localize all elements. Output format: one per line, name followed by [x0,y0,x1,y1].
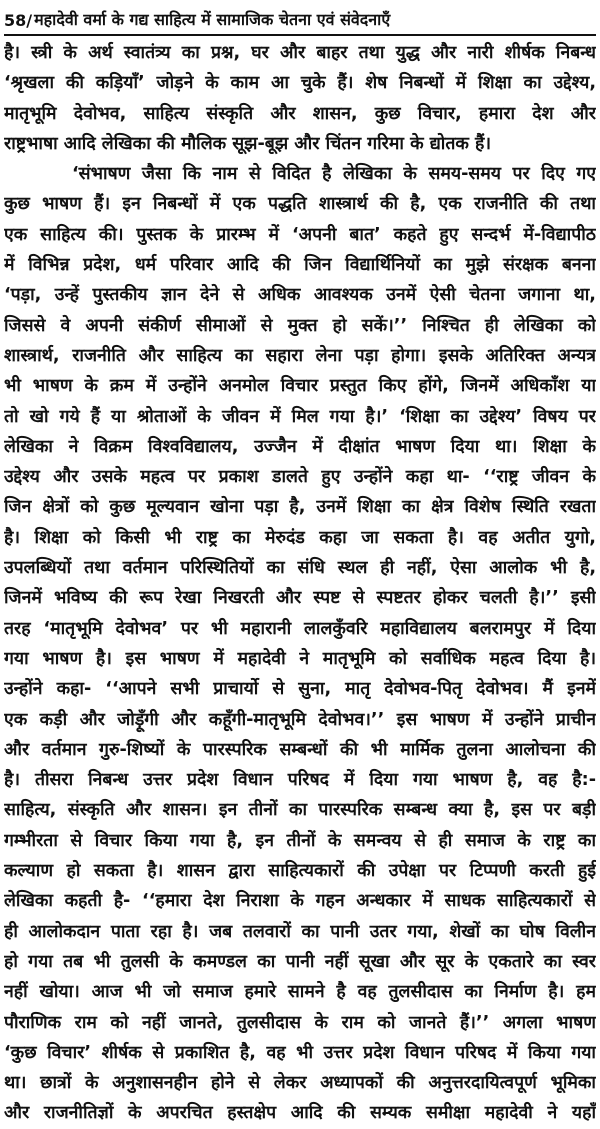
text-line: में विभिन्न प्रदेश, धर्म परिवार आदि की जिन विद्यार्थिनियों का मुझे संरक्षक बनना [4,255,596,276]
text-line: है। तीसरा निबन्ध उत्तर प्रदेश विधान परिषद में दिया गया भाषण है, वह है:- [4,770,596,791]
text-line: मातृभूमि देवोभव, साहित्य संस्कृति और शासन, कुछ विचार, हमारा देश और [4,103,596,124]
text-line: एक साहित्य की। पुस्तक के प्रारम्भ में ‘अपनी बात’ कहते हुए सन्दर्भ में-विद्यापीठ [4,224,596,245]
text-line: और राजनीतिज्ञों के अपरचित हस्तक्षेप आदि की सम्यक समीक्षा महादेवी ने यहाँ [4,1103,596,1124]
page-body [4,38,596,1129]
text-line: ‘संभाषण जैसा कि नाम से विदित है लेखिका के समय-समय पर दिए गए [72,164,596,185]
text-line: भी भाषण के क्रम में उन्होंने अनमोल विचार प्रस्तुत किए होंगे, जिनमें अधिकाँश या [4,376,596,397]
text-line: ‘पड़ा, उन्हें पुस्तकीय ज्ञान देने से अधिक आवश्यक उनमें ऐसी चेतना जगाना था, [4,285,596,306]
text-line: है। शिक्षा को किसी भी राष्ट्र का मेरुदंड कहा जा सकता है। वह अतीत युगो, [4,527,596,548]
running-header [4,2,596,36]
page-number: 58 [4,11,27,30]
header-separator: / [26,11,33,30]
text-line: कल्याण हो सकता है। शासन द्वारा साहित्यकारों की उपेक्षा पर टिप्पणी करती हुई [4,861,596,882]
text-line: पौराणिक राम को नहीं जानते, तुलसीदास के राम को जानते हैं।’’ अगला भाषण [4,1012,596,1033]
text-line: राष्ट्रभाषा आदि लेखिका की मौलिक सूझ-बूझ और चिंतन गरिमा के द्योतक हैं। [4,133,492,154]
text-line: ‘श्रृखला की कड़ियाँ’ जोड़ने के काम आ चुके हैं। शेष निबन्धों में शिक्षा का उद्देश्य, [4,73,596,94]
running-title: महादेवी वर्मा के गद्य साहित्य में सामाजिक चेतना एवं संवेदनाएँ [34,10,391,29]
text-line: जिनमें भविष्य की रूप रेखा निखरती और स्पष्ट से स्पष्टतर होकर चलती है।’’ इसी [4,588,596,609]
text-line: साहित्य, संस्कृति और शासन। इन तीनों का पारस्परिक सम्बन्ध क्या है, इस पर बड़ी [4,800,596,821]
text-line: ‘कुछ विचार’ शीर्षक से प्रकाशित है, वह भी उत्तर प्रदेश विधान परिषद में किया गया [4,1042,596,1063]
text-line: गम्भीरता से विचार किया गया है, इन तीनों के समन्वय से ही समाज के राष्ट्र का [4,830,596,851]
text-line: उपलब्धियों तथा वर्तमान परिस्थितियों का संधि स्थल ही नहीं, ऐसा आलोक भी है, [4,558,596,579]
text-line: तो खो गये हैं या श्रोताओं के जीवन में मिल गया है।’ ‘शिक्षा का उद्देश्य’ विषय पर [4,406,596,427]
text-line: था। छात्रों के अनुशासनहीन होने से लेकर अध्यापकों की अनुत्तरदायित्वपूर्ण भूमिका [4,1073,596,1094]
text-line: जिससे वे अपनी संकीर्ण सीमाओं से मुक्त हो सकें।’’ निश्चित ही लेखिका को [4,315,596,336]
text-line: कुछ भाषण हैं। इन निबन्धों में एक पद्धति शास्त्रार्थ की है, एक राजनीति की तथा [4,194,596,215]
text-line: उन्होंने कहा- ‘‘आपने सभी प्राचार्यो से सुना, मातृ देवोभव-पितृ देवोभव। मैं इनमें [4,679,596,700]
text-line: और वर्तमान गुरु-शिष्यों के पारस्परिक सम्बन्धों की भी मार्मिक तुलना आलोचना की [4,739,596,760]
text-line: उद्देश्य और उसके महत्व पर प्रकाश डालते हुए उन्होंने कहा था- ‘‘राष्ट्र जीवन के [4,467,596,488]
text-line: शास्त्रार्थ, राजनीति और साहित्य का सहारा लेना पड़ा होगा। इसके अतिरिक्त अन्यत्र [4,345,596,366]
text-line: नहीं खोया। आज भी जो समाज हमारे सामने है वह तुलसीदास का निर्माण है। हम [4,982,596,1003]
text-line: जिन क्षेत्रों को कुछ मूल्यवान खोना पड़ा है, उनमें शिक्षा का क्षेत्र विशेष स्थिति रखता [4,497,596,518]
text-line: ही आलोकदान पाता रहा है। जब तलवारों का पानी उतर गया, शेखों का घोष विलीन [4,921,596,942]
text-line: लेखिका ने विक्रम विश्वविद्यालय, उज्जैन में दीक्षांत भाषण दिया था। शिक्षा के [4,436,596,457]
text-line: गया भाषण है। इस भाषण में महादेवी ने मातृभूमि को सर्वाधिक महत्व दिया है। [4,648,596,669]
text-line: हो गया तब भी तुलसी के कमण्डल का पानी नहीं सूखा और सूर के एकतारे का स्वर [4,951,596,972]
text-line: है। स्त्री के अर्थ स्वातंत्र्य का प्रश्न, घर और बाहर तथा युद्ध और नारी शीर्षक निबन्ध [4,43,596,63]
text-line: तरह ‘मातृभूमि देवोभव’ पर भी महारानी लालकुँवरि महाविद्यालय बलरामपुर में दिया [4,618,596,639]
text-line: एक कड़ी और जोड़ूँगी और कहूँगी-मातृभूमि देवोभव।’’ इस भाषण में उन्होंने प्राचीन [4,709,596,730]
text-line: लेखिका कहती है- ‘‘हमारा देश निराशा के गहन अन्धकार में साधक साहित्यकारों से [4,891,596,912]
